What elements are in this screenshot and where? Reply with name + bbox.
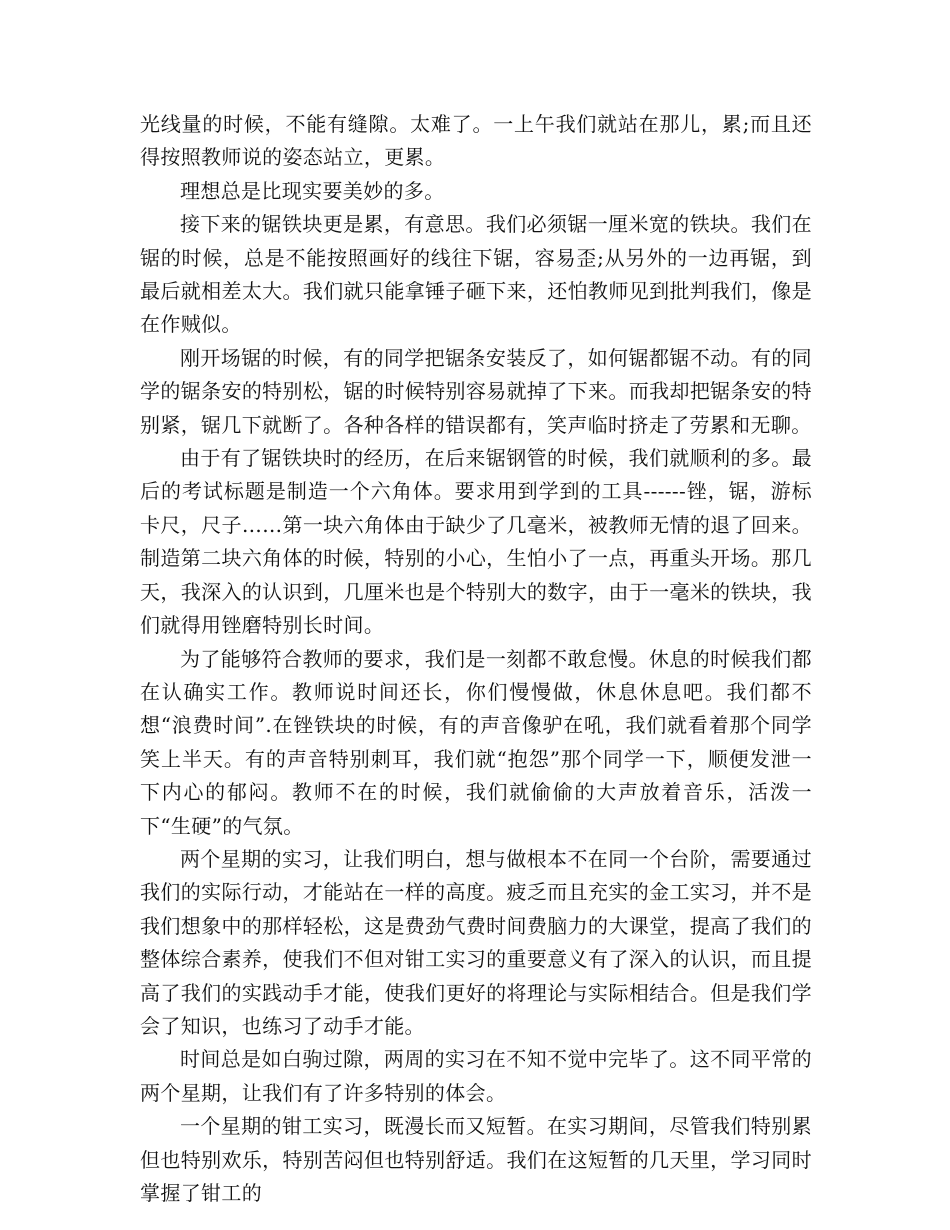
paragraph: 为了能够符合教师的要求，我们是一刻都不敢怠慢。休息的时候我们都在认确实工作。教师说时间还长，你们慢慢做，休息休息吧。我们都不想“浪费时间”.在锉铁块的时候，有的声音像驴在吼，我们就看着那个同学笑上半天。有的声音特别刺耳，我们就“抱怨”那个同学一下，顺便发泄一下内心的郁闷。教师不在的时候，我们就偷偷的大声放着音乐，活泼一下“生硬”的气氛。 bbox=[140, 646, 812, 838]
paragraph: 时间总是如白驹过隙，两周的实习在不知不觉中完毕了。这不同平常的两个星期，让我们有了许多特别的体会。 bbox=[140, 1047, 812, 1105]
paragraph: 由于有了锯铁块时的经历，在后来锯钢管的时候，我们就顺利的多。最后的考试标题是制造一个六角体。要求用到学到的工具------锉，锯，游标卡尺，尺子……第一块六角体由于缺少了几毫米，被教师无情的退了回来。制造第二块六角体的时候，特别的小心，生怕小了一点，再重头开场。那几天，我深入的认识到，几厘米也是个特别大的数字，由于一毫米的铁块，我们就得用锉磨特别长时间。 bbox=[140, 446, 812, 638]
paragraph-continued: 光线量的时候，不能有缝隙。太难了。一上午我们就站在那儿，累;而且还得按照教师说的姿态站立，更累。 bbox=[140, 112, 812, 170]
paragraph: 两个星期的实习，让我们明白，想与做根本不在同一个台阶，需要通过我们的实际行动，才能站在一样的高度。疲乏而且充实的金工实习，并不是我们想象中的那样轻松，这是费劲气费时间费脑力的大课堂，提高了我们的整体综合素养，使我们不但对钳工实习的重要意义有了深入的认识，而且提高了我们的实践动手才能，使我们更好的将理论与实际相结合。但是我们学会了知识，也练习了动手才能。 bbox=[140, 846, 812, 1038]
paragraph: 接下来的锯铁块更是累，有意思。我们必须锯一厘米宽的铁块。我们在锯的时候，总是不能按照画好的线往下锯，容易歪;从另外的一边再锯，到最后就相差太大。我们就只能拿锤子砸下来，还怕教师见到批判我们，像是在作贼似。 bbox=[140, 212, 812, 337]
paragraph: 刚开场锯的时候，有的同学把锯条安装反了，如何锯都锯不动。有的同学的锯条安的特别松，锯的时候特别容易就掉了下来。而我却把锯条安的特别紧，锯几下就断了。各种各样的错误都有，笑声临时挤走了劳累和无聊。 bbox=[140, 345, 812, 437]
paragraph-truncated: 一个星期的钳工实习，既漫长而又短暂。在实习期间，尽管我们特别累但也特别欢乐，特别苦闷但也特别舒适。我们在这短暂的几天里，学习同时掌握了钳工的 bbox=[140, 1114, 812, 1205]
paragraph: 理想总是比现实要美妙的多。 bbox=[180, 178, 445, 203]
document-page bbox=[140, 108, 812, 1210]
